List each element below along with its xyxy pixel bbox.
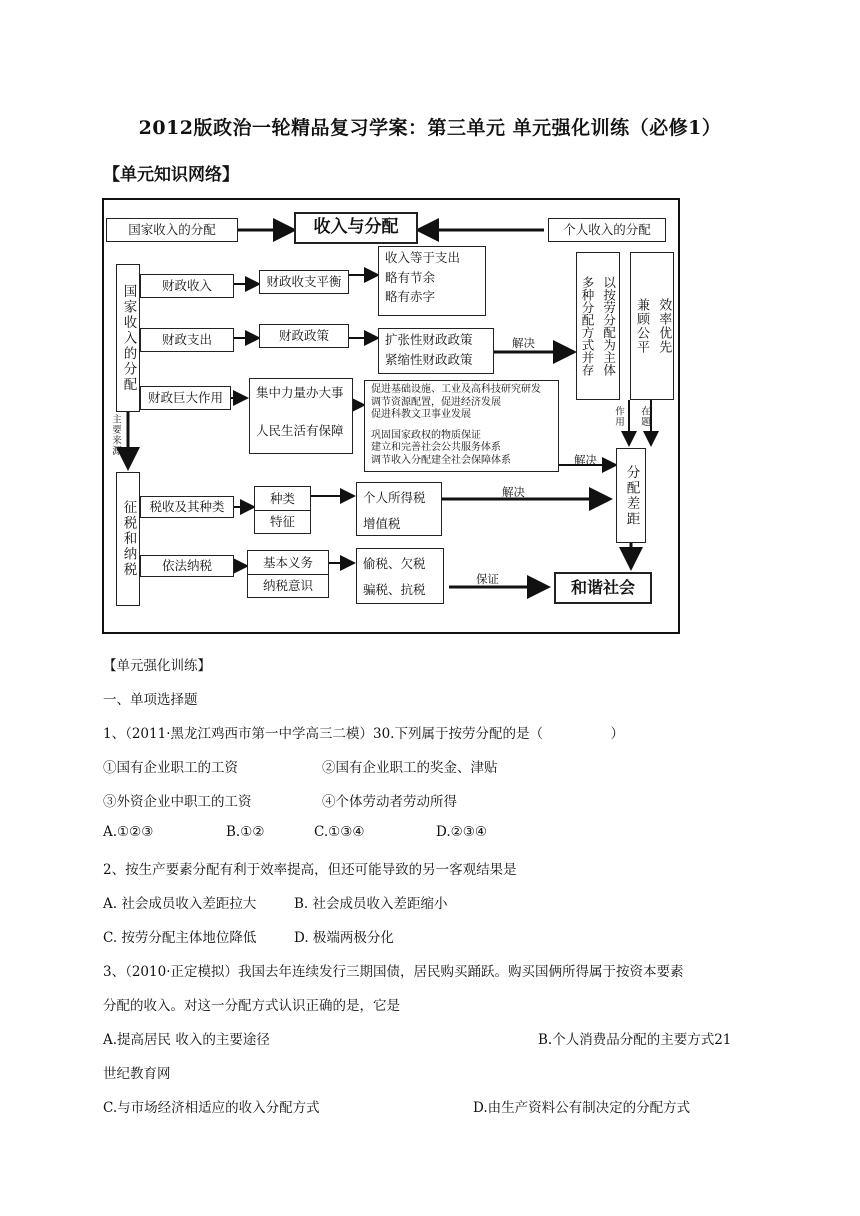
q2-option-d: D. 极端两极分化 — [294, 930, 394, 946]
knowledge-network-diagram — [102, 198, 680, 634]
tax-column — [116, 472, 140, 606]
question-1: 1、（2011·黑龙江鸡西市第一中学高三二模）30.下列属于按劳分配的是（ ） — [103, 726, 624, 742]
policy-item: 扩张性财政政策 — [385, 332, 473, 347]
national-dist-column-label: 国家收入的分配 — [120, 283, 137, 393]
q1-option-b: B.①② — [226, 824, 265, 840]
question-3-line-2: 分配的收入。对这一分配方式认识正确的是，它是 — [103, 998, 400, 1014]
kinds-features-box — [254, 486, 311, 534]
features-label: 特征 — [269, 513, 295, 529]
policy-item: 紧缩性财政政策 — [385, 351, 473, 367]
national-dist-box: 国家收入的分配 — [106, 218, 238, 242]
q2-option-b: B. 社会成员收入差距缩小 — [294, 896, 448, 912]
q1-item: ③外资企业中职工的工资 — [103, 794, 252, 810]
training-heading: 【单元强化训练】 — [103, 658, 211, 674]
fiscal-spend-box: 财政支出 — [140, 328, 234, 352]
role-detail: 建立和完善社会公共服务体系 — [371, 442, 501, 453]
role-detail: 巩固国家政权的物质保证 — [371, 429, 481, 441]
gap-box — [616, 448, 646, 543]
question-3-line-1: 3、（2010·正定模拟）我国去年连续发行三期国债，居民购买踊跃。购买国俩所得属于按资本要素 — [103, 964, 684, 980]
efficiency-col: 兼顾公平 — [634, 298, 649, 354]
evasion-item: 骗税、抗税 — [363, 581, 426, 597]
balance-item: 略有赤字 — [385, 289, 436, 305]
gap-label: 分配差距 — [623, 464, 640, 527]
solve-label-2: 解决 — [574, 453, 597, 467]
role-detail: 促进科教文卫事业发展 — [371, 409, 471, 420]
role-detail: 调节资源配置，促进经济发展 — [371, 396, 501, 408]
efficiency-box — [630, 252, 674, 400]
balance-item: 收入等于支出 — [385, 250, 461, 265]
balance-box: 财政收支平衡 — [259, 270, 349, 294]
main-title-box: 收入与分配 — [294, 212, 418, 244]
q1-option-d: D.②③④ — [436, 824, 487, 840]
balance-item: 略有节余 — [385, 269, 436, 285]
fiscal-income-box: 财政收入 — [140, 274, 234, 298]
tax-column-label: 征税和纳税 — [120, 500, 137, 578]
labor-col: 多种分配方式并存 — [580, 276, 595, 376]
section-one-heading: 一、单项选择题 — [103, 692, 198, 708]
fiscal-role-box: 财政巨大作用 — [140, 386, 231, 410]
role-detail: 调节收入分配建全社会保障体系 — [371, 454, 511, 466]
effect-label-1: 作用 — [613, 406, 624, 427]
lawful-tax-box: 依法纳税 — [140, 555, 234, 577]
kinds-label: 种类 — [269, 490, 295, 506]
document-title: 2012版政治一轮精品复习学案：第三单元 单元强化训练（必修1） — [138, 117, 722, 139]
policy-items-box — [378, 328, 494, 374]
balance-items-box — [378, 246, 486, 316]
q1-item: ②国有企业职工的奖金、津贴 — [322, 760, 498, 776]
harmony-box: 和谐社会 — [554, 572, 652, 604]
role-detail: 促进基础设施、工业及高科技研究研发 — [371, 384, 541, 395]
q2-option-c: C. 按劳分配主体地位降低 — [103, 930, 257, 946]
policy-box: 财政政策 — [259, 324, 349, 348]
role-items-box — [249, 378, 353, 454]
awareness-label: 纳税意识 — [262, 577, 313, 593]
solve-label-1: 解决 — [512, 336, 535, 350]
question-2: 2、按生产要素分配有利于效率提高，但还可能导致的另一客观结果是 — [103, 862, 517, 878]
personal-dist-box: 个人收入的分配 — [548, 218, 666, 242]
role-item: 人民生活有保障 — [256, 422, 344, 438]
q3-option-b: B.个人消费品分配的主要方式21 — [538, 1032, 732, 1048]
q1-option-c: C.①③④ — [314, 824, 365, 840]
tax-item: 增值税 — [363, 515, 401, 531]
q2-option-a: A. 社会成员收入差距拉大 — [103, 896, 257, 912]
q1-item: ④个体劳动者劳动所得 — [322, 794, 457, 810]
effect-label-2: 在题 — [639, 406, 650, 427]
duty-box — [247, 550, 329, 598]
national-dist-column — [116, 264, 140, 412]
tax-items-box — [356, 482, 442, 536]
q3-option-c: C.与市场经济相适应的收入分配方式 — [103, 1100, 320, 1116]
labor-col: 以按劳分配为主体 — [601, 276, 617, 376]
q3-option-a: A.提高居民 收入的主要途径 — [103, 1032, 270, 1048]
evasion-item: 偷税、欠税 — [363, 556, 426, 571]
tax-item: 个人所得税 — [363, 490, 426, 505]
q1-item: ①国有企业职工的工资 — [103, 760, 238, 776]
efficiency-col: 效率优先 — [656, 298, 672, 354]
evasion-box — [356, 548, 444, 604]
duty-label: 基本义务 — [262, 554, 313, 570]
tax-types-box: 税收及其种类 — [140, 496, 234, 518]
main-source-label: 主要来源 — [110, 414, 121, 456]
network-heading: 【单元知识网络】 — [103, 165, 239, 185]
q3-option-d: D.由生产资料公有制决定的分配方式 — [473, 1100, 691, 1116]
role-detail-box — [364, 380, 559, 472]
solve-label-3: 解决 — [502, 485, 525, 499]
role-item: 集中力量办大事 — [256, 385, 344, 400]
q1-option-a: A.①②③ — [103, 824, 154, 840]
q3-option-b-cont: 世纪教育网 — [103, 1066, 171, 1082]
labor-distribution-box — [576, 252, 620, 400]
guarantee-label: 保证 — [476, 572, 499, 586]
